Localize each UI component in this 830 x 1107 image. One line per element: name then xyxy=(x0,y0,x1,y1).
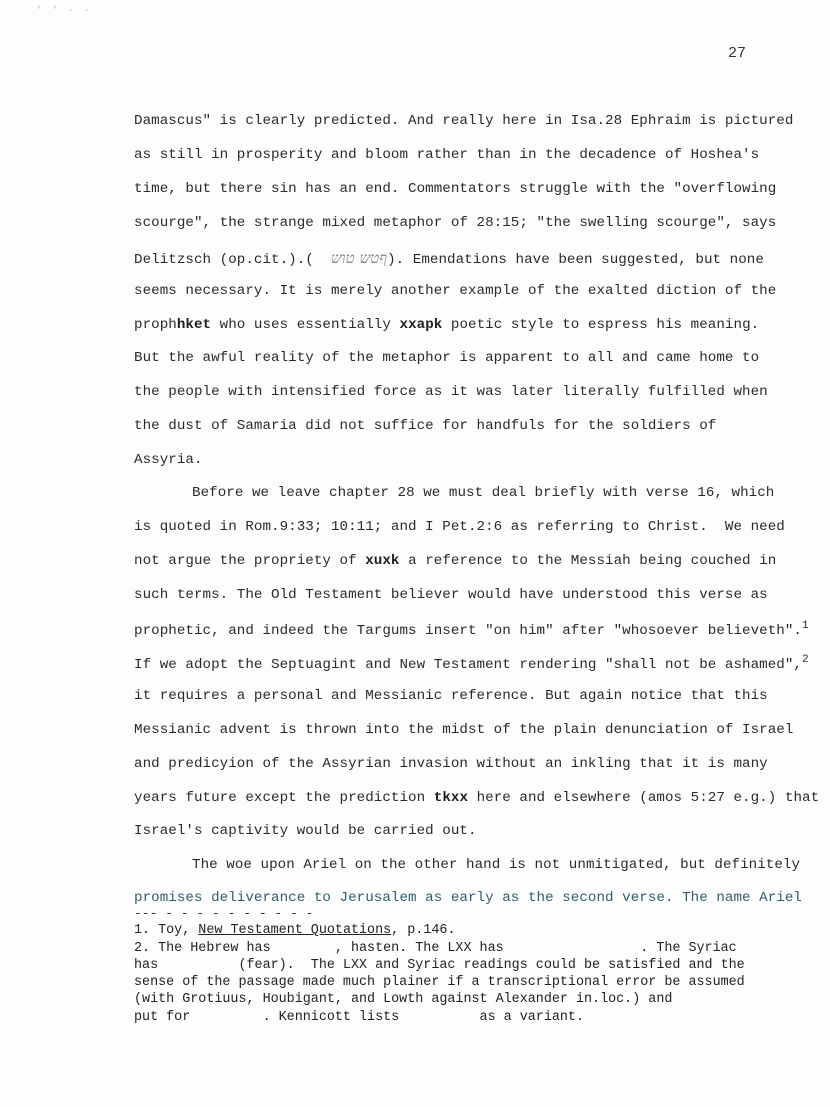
struck-text: xxapk xyxy=(399,317,443,333)
body-text: The name Ariel xyxy=(682,890,802,906)
body-text: proph xyxy=(134,317,177,333)
body-line: as still in prosperity and bloom rather than in the decadence of Hoshea's xyxy=(134,147,760,163)
body-text: prophetic, and indeed the Targums insert "on him" after "whosoever believeth". xyxy=(134,623,802,639)
corner-mark: ' ' - - xyxy=(36,6,93,17)
footnote-separator: --- - - - - - - - - - - xyxy=(134,906,314,921)
page-number: 27 xyxy=(728,45,747,62)
body-text: here and elsewhere (amos 5:27 e.g.) that xyxy=(468,790,820,806)
body-text: poetic style to espress his meaning. xyxy=(442,317,760,333)
footnote-1 xyxy=(134,923,455,938)
footnote-marker: 1 xyxy=(801,620,809,632)
footnote-marker: 2 xyxy=(801,654,809,666)
body-text: Delitzsch (op.cit.).( xyxy=(134,252,314,268)
body-line xyxy=(134,654,809,673)
body-line: and predicyion of the Assyrian invasion without an inkling that it is many xyxy=(134,756,768,772)
hebrew-handwritten-annotation: ףטש טוש xyxy=(330,249,388,267)
struck-text: tkxx xyxy=(433,790,469,806)
body-line-with-annotation xyxy=(134,249,764,268)
body-line xyxy=(134,890,802,906)
body-text: promises deliverance to Jerusalem as early as the second verse. xyxy=(134,890,683,906)
body-text: If we adopt the Septuagint and New Testament rendering "shall not be ashamed", xyxy=(134,657,802,673)
struck-text: xuxk xyxy=(365,553,400,569)
body-text: who uses essentially xyxy=(211,317,400,333)
footnote-2-line: sense of the passage made much plainer if a transcriptional error be assumed xyxy=(134,975,745,990)
body-line: Assyria. xyxy=(134,452,203,468)
body-line: the people with intensified force as it was later literally fulfilled when xyxy=(134,384,768,400)
footnote-text: , p.146. xyxy=(391,923,456,938)
body-line: seems necessary. It is merely another example of the exalted diction of the xyxy=(134,283,777,299)
body-line xyxy=(134,620,809,639)
body-line: But the awful reality of the metaphor is apparent to all and came home to xyxy=(134,350,760,366)
body-text: years future except the prediction xyxy=(134,790,434,806)
body-text: ). Emendations have been suggested, but none xyxy=(387,252,764,268)
body-line xyxy=(134,553,776,569)
body-line xyxy=(134,317,759,333)
body-line: Israel's captivity would be carried out. xyxy=(134,823,477,839)
footnote-text: 1. Toy, xyxy=(134,923,199,938)
book-title: New Testament Quotations xyxy=(198,923,392,938)
footnote-2-line: 2. The Hebrew has , hasten. The LXX has . The Syriac xyxy=(134,941,737,956)
footnote-2-line: put for . Kennicott lists as a variant. xyxy=(134,1010,584,1025)
body-line: time, but there sin has an end. Commentators struggle with the "overflowing xyxy=(134,181,777,197)
body-text: a reference to the Messiah being couched in xyxy=(399,553,777,569)
body-line: Damascus" is clearly predicted. And really here in Isa.28 Ephraim is pictured xyxy=(134,113,794,129)
body-line: is quoted in Rom.9:33; 10:11; and I Pet.2:6 as referring to Christ. We need xyxy=(134,519,785,535)
footnote-2-line: (with Grotiuus, Houbigant, and Lowth against Alexander in.loc.) and xyxy=(134,992,673,1007)
body-line: scourge", the strange mixed metaphor of 28:15; "the swelling scourge", says xyxy=(134,215,777,231)
body-text: not argue the propriety of xyxy=(134,553,366,569)
footnote-2-line: has (fear). The LXX and Syriac readings could be satisfied and the xyxy=(134,958,745,973)
body-line: the dust of Samaria did not suffice for handfuls for the soldiers of xyxy=(134,418,717,434)
paragraph-start: The woe upon Ariel on the other hand is not unmitigated, but definitely xyxy=(192,857,801,873)
body-line: Messianic advent is thrown into the midst of the plain denunciation of Israel xyxy=(134,722,794,738)
struck-text: hket xyxy=(176,317,212,333)
paragraph-start: Before we leave chapter 28 we must deal briefly with verse 16, which xyxy=(192,485,775,501)
body-line xyxy=(134,790,819,806)
body-line: such terms. The Old Testament believer would have understood this verse as xyxy=(134,587,768,603)
body-line: it requires a personal and Messianic reference. But again notice that this xyxy=(134,688,768,704)
